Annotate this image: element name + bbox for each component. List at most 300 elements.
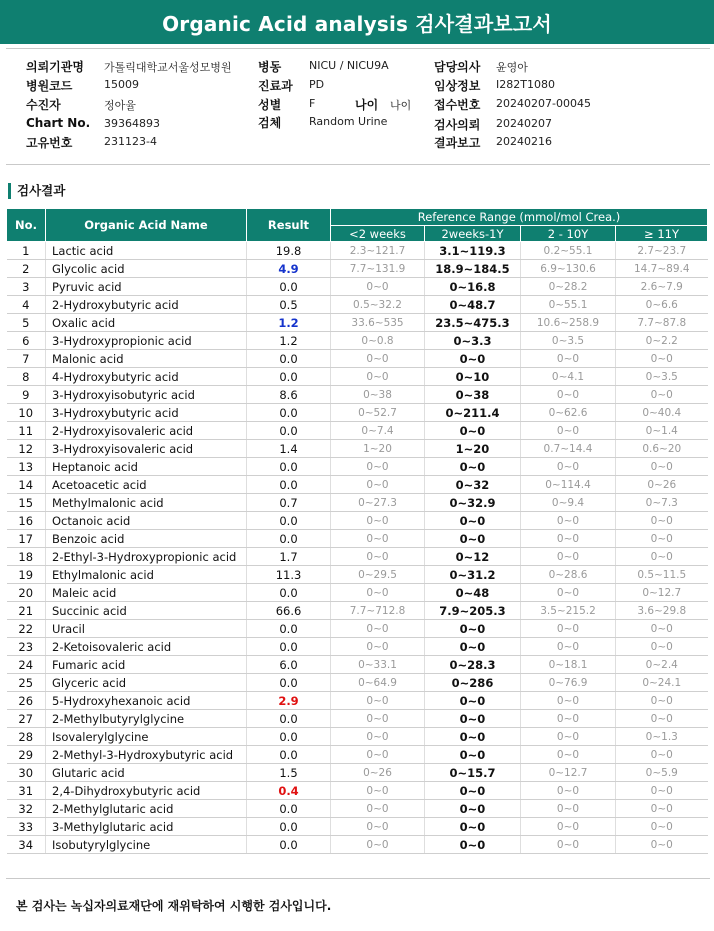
table-row xyxy=(7,746,708,764)
ref-2-10-years: 0~0 xyxy=(521,836,616,854)
table-row xyxy=(7,800,708,818)
result-value: 0.0 xyxy=(247,584,331,602)
table-row xyxy=(7,728,708,746)
receipt-label: 접수번호 xyxy=(434,98,481,112)
acid-name: 3-Hydroxypropionic acid xyxy=(46,332,247,350)
ref-2-10-years: 0.7~14.4 xyxy=(521,440,616,458)
ref-11-years-plus: 0~0 xyxy=(616,350,708,368)
result-value: 0.7 xyxy=(247,494,331,512)
ref-11-years-plus: 0~0 xyxy=(616,692,708,710)
ref-2-weeks-1-year: 0~0 xyxy=(425,458,521,476)
acid-name: Octanoic acid xyxy=(46,512,247,530)
table-row xyxy=(7,278,708,296)
ref-2-10-years: 3.5~215.2 xyxy=(521,602,616,620)
row-no: 13 xyxy=(7,458,46,476)
ward-label: 병동 xyxy=(258,60,282,74)
row-no: 10 xyxy=(7,404,46,422)
ref-2-weeks-1-year: 0~0 xyxy=(425,692,521,710)
results-table xyxy=(6,208,708,854)
row-no: 24 xyxy=(7,656,46,674)
table-row xyxy=(7,296,708,314)
ref-2-10-years: 0~28.2 xyxy=(521,278,616,296)
ref-under-2-weeks: 0~0 xyxy=(331,746,425,764)
table-row xyxy=(7,458,708,476)
ref-under-2-weeks: 0~0 xyxy=(331,728,425,746)
result-value: 0.4 xyxy=(247,782,331,800)
row-no: 16 xyxy=(7,512,46,530)
clinical-label: 임상정보 xyxy=(434,79,481,93)
table-row xyxy=(7,242,708,260)
ref-11-years-plus: 0~0 xyxy=(616,512,708,530)
ref-under-2-weeks: 7.7~712.8 xyxy=(331,602,425,620)
ref-under-2-weeks: 0~29.5 xyxy=(331,566,425,584)
row-no: 33 xyxy=(7,818,46,836)
ref-2-10-years: 0~0 xyxy=(521,512,616,530)
ref-2-10-years: 0~4.1 xyxy=(521,368,616,386)
table-row xyxy=(7,764,708,782)
acid-name: Isovalerylglycine xyxy=(46,728,247,746)
ref-2-weeks-1-year: 0~32 xyxy=(425,476,521,494)
table-row xyxy=(7,656,708,674)
result-value: 0.0 xyxy=(247,728,331,746)
ref-11-years-plus: 7.7~87.8 xyxy=(616,314,708,332)
ref-2-weeks-1-year: 0~0 xyxy=(425,728,521,746)
acid-name: Pyruvic acid xyxy=(46,278,247,296)
ref-11-years-plus: 0~0 xyxy=(616,800,708,818)
hospital-value: 가톨릭대학교서울성모병원 xyxy=(104,61,232,74)
footer-note: 본 검사는 녹십자의료재단에 재위탁하여 시행한 검사입니다. xyxy=(16,899,332,913)
ref-under-2-weeks: 0~0 xyxy=(331,800,425,818)
row-no: 7 xyxy=(7,350,46,368)
ref-2-10-years: 0~12.7 xyxy=(521,764,616,782)
row-no: 15 xyxy=(7,494,46,512)
ref-under-2-weeks: 0~0 xyxy=(331,476,425,494)
ref-11-years-plus: 0~0 xyxy=(616,458,708,476)
result-value: 0.0 xyxy=(247,422,331,440)
row-no: 8 xyxy=(7,368,46,386)
age-value: 나이 xyxy=(390,99,412,112)
ref-2-weeks-1-year: 0~38 xyxy=(425,386,521,404)
table-row xyxy=(7,548,708,566)
divider xyxy=(6,164,710,165)
result-value: 2.9 xyxy=(247,692,331,710)
result-value: 0.0 xyxy=(247,476,331,494)
row-no: 4 xyxy=(7,296,46,314)
acid-name: 2-Methyl-3-Hydroxybutyric acid xyxy=(46,746,247,764)
row-no: 11 xyxy=(7,422,46,440)
ref-2-weeks-1-year: 0~0 xyxy=(425,710,521,728)
ref-under-2-weeks: 0~38 xyxy=(331,386,425,404)
section-title: 검사결과 xyxy=(8,183,65,199)
ref-11-years-plus: 0~7.3 xyxy=(616,494,708,512)
doctor-label: 담당의사 xyxy=(434,60,481,74)
ref-2-10-years: 0~28.6 xyxy=(521,566,616,584)
table-row xyxy=(7,494,708,512)
ref-2-weeks-1-year: 0~48 xyxy=(425,584,521,602)
specimen-value: Random Urine xyxy=(309,115,388,128)
row-no: 18 xyxy=(7,548,46,566)
row-no: 5 xyxy=(7,314,46,332)
code-label: 병원코드 xyxy=(26,79,73,93)
ref-col-header: <2 weeks xyxy=(331,226,425,242)
acid-name: Uracil xyxy=(46,620,247,638)
ref-under-2-weeks: 0~33.1 xyxy=(331,656,425,674)
ref-2-10-years: 0~0 xyxy=(521,620,616,638)
ref-11-years-plus: 0~40.4 xyxy=(616,404,708,422)
result-value: 1.5 xyxy=(247,764,331,782)
row-no: 27 xyxy=(7,710,46,728)
result-value: 11.3 xyxy=(247,566,331,584)
ref-11-years-plus: 0.6~20 xyxy=(616,440,708,458)
ref-11-years-plus: 0~6.6 xyxy=(616,296,708,314)
ref-under-2-weeks: 0~7.4 xyxy=(331,422,425,440)
row-no: 19 xyxy=(7,566,46,584)
ref-under-2-weeks: 0~64.9 xyxy=(331,674,425,692)
patient-label: 수진자 xyxy=(26,98,61,112)
ref-2-10-years: 0~76.9 xyxy=(521,674,616,692)
result-value: 0.0 xyxy=(247,638,331,656)
ref-2-10-years: 0~0 xyxy=(521,692,616,710)
row-no: 26 xyxy=(7,692,46,710)
table-row xyxy=(7,836,708,854)
table-row xyxy=(7,692,708,710)
report-title: Organic Acid analysis 검사결과보고서 xyxy=(0,0,714,44)
ref-11-years-plus: 0~2.2 xyxy=(616,332,708,350)
result-value: 1.7 xyxy=(247,548,331,566)
ref-under-2-weeks: 0~0 xyxy=(331,818,425,836)
result-value: 0.0 xyxy=(247,674,331,692)
acid-name: Succinic acid xyxy=(46,602,247,620)
ref-11-years-plus: 0~0 xyxy=(616,836,708,854)
ref-col-header: 2 - 10Y xyxy=(521,226,616,242)
row-no: 31 xyxy=(7,782,46,800)
table-row xyxy=(7,530,708,548)
ref-11-years-plus: 0~1.3 xyxy=(616,728,708,746)
col-no-header: No. xyxy=(7,209,46,242)
ref-11-years-plus: 0~0 xyxy=(616,530,708,548)
row-no: 28 xyxy=(7,728,46,746)
table-row xyxy=(7,512,708,530)
table-row xyxy=(7,332,708,350)
ref-11-years-plus: 0~0 xyxy=(616,782,708,800)
result-value: 4.9 xyxy=(247,260,331,278)
patient-info xyxy=(0,54,714,154)
acid-name: 3-Hydroxyisovaleric acid xyxy=(46,440,247,458)
ref-2-10-years: 0~62.6 xyxy=(521,404,616,422)
ref-2-10-years: 0~0 xyxy=(521,458,616,476)
ref-2-weeks-1-year: 0~0 xyxy=(425,818,521,836)
acid-name: 2-Hydroxybutyric acid xyxy=(46,296,247,314)
ref-2-10-years: 0~0 xyxy=(521,818,616,836)
result-value: 0.0 xyxy=(247,512,331,530)
chart-label: Chart No. xyxy=(26,116,91,130)
acid-name: 2-Hydroxyisovaleric acid xyxy=(46,422,247,440)
ref-under-2-weeks: 0~0 xyxy=(331,692,425,710)
ref-2-10-years: 0~9.4 xyxy=(521,494,616,512)
result-value: 0.0 xyxy=(247,800,331,818)
result-value: 0.0 xyxy=(247,350,331,368)
ref-11-years-plus: 0~0 xyxy=(616,638,708,656)
row-no: 25 xyxy=(7,674,46,692)
row-no: 32 xyxy=(7,800,46,818)
ref-2-weeks-1-year: 0~32.9 xyxy=(425,494,521,512)
result-value: 0.0 xyxy=(247,278,331,296)
ref-2-weeks-1-year: 0~15.7 xyxy=(425,764,521,782)
report-date-value: 20240216 xyxy=(496,135,552,148)
ref-under-2-weeks: 33.6~535 xyxy=(331,314,425,332)
ref-under-2-weeks: 0~0 xyxy=(331,620,425,638)
table-row xyxy=(7,584,708,602)
ref-under-2-weeks: 0~52.7 xyxy=(331,404,425,422)
acid-name: Ethylmalonic acid xyxy=(46,566,247,584)
ref-2-10-years: 10.6~258.9 xyxy=(521,314,616,332)
ref-11-years-plus: 3.6~29.8 xyxy=(616,602,708,620)
table-row xyxy=(7,674,708,692)
table-row xyxy=(7,350,708,368)
ref-11-years-plus: 0~26 xyxy=(616,476,708,494)
ref-2-weeks-1-year: 0~0 xyxy=(425,512,521,530)
acid-name: 2-Methylbutyrylglycine xyxy=(46,710,247,728)
ref-2-weeks-1-year: 0~16.8 xyxy=(425,278,521,296)
table-row xyxy=(7,368,708,386)
ref-under-2-weeks: 0~0 xyxy=(331,638,425,656)
acid-name: Glutaric acid xyxy=(46,764,247,782)
acid-name: 3-Hydroxyisobutyric acid xyxy=(46,386,247,404)
ref-11-years-plus: 0~12.7 xyxy=(616,584,708,602)
ref-2-10-years: 0~0 xyxy=(521,728,616,746)
ref-under-2-weeks: 0~0 xyxy=(331,836,425,854)
ref-11-years-plus: 0~24.1 xyxy=(616,674,708,692)
ref-2-weeks-1-year: 0~3.3 xyxy=(425,332,521,350)
ref-2-weeks-1-year: 0~31.2 xyxy=(425,566,521,584)
ref-11-years-plus: 0~3.5 xyxy=(616,368,708,386)
ref-11-years-plus: 0~0 xyxy=(616,710,708,728)
ref-2-weeks-1-year: 0~0 xyxy=(425,638,521,656)
ref-2-10-years: 0~0 xyxy=(521,584,616,602)
ref-2-10-years: 0~0 xyxy=(521,800,616,818)
ref-2-weeks-1-year: 3.1~119.3 xyxy=(425,242,521,260)
ref-11-years-plus: 2.7~23.7 xyxy=(616,242,708,260)
ref-11-years-plus: 14.7~89.4 xyxy=(616,260,708,278)
acid-name: 2,4-Dihydroxybutyric acid xyxy=(46,782,247,800)
result-value: 0.0 xyxy=(247,620,331,638)
acid-name: 2-Ketoisovaleric acid xyxy=(46,638,247,656)
ref-2-10-years: 6.9~130.6 xyxy=(521,260,616,278)
row-no: 3 xyxy=(7,278,46,296)
chart-value: 39364893 xyxy=(104,117,160,130)
acid-name: Acetoacetic acid xyxy=(46,476,247,494)
table-row xyxy=(7,404,708,422)
acid-name: 2-Ethyl-3-Hydroxypropionic acid xyxy=(46,548,247,566)
row-no: 9 xyxy=(7,386,46,404)
ref-under-2-weeks: 0~0 xyxy=(331,710,425,728)
ref-11-years-plus: 0~0 xyxy=(616,746,708,764)
ref-2-10-years: 0~18.1 xyxy=(521,656,616,674)
ref-2-weeks-1-year: 0~0 xyxy=(425,836,521,854)
acid-name: Lactic acid xyxy=(46,242,247,260)
ref-2-10-years: 0~0 xyxy=(521,746,616,764)
result-value: 0.0 xyxy=(247,458,331,476)
dept-label: 진료과 xyxy=(258,79,293,93)
ref-2-10-years: 0~114.4 xyxy=(521,476,616,494)
acid-name: Heptanoic acid xyxy=(46,458,247,476)
ref-under-2-weeks: 0~0.8 xyxy=(331,332,425,350)
ref-11-years-plus: 0~0 xyxy=(616,620,708,638)
sex-value: F xyxy=(309,97,316,110)
ward-value: NICU / NICU9A xyxy=(309,59,389,72)
divider xyxy=(6,878,710,879)
result-value: 0.0 xyxy=(247,836,331,854)
ref-2-weeks-1-year: 0~0 xyxy=(425,350,521,368)
acid-name: Oxalic acid xyxy=(46,314,247,332)
request-label: 검사의뢰 xyxy=(434,118,481,132)
result-value: 1.2 xyxy=(247,332,331,350)
acid-name: Malonic acid xyxy=(46,350,247,368)
ref-2-weeks-1-year: 0~0 xyxy=(425,800,521,818)
request-value: 20240207 xyxy=(496,117,552,130)
ref-11-years-plus: 0~0 xyxy=(616,548,708,566)
receipt-value: 20240207-00045 xyxy=(496,97,591,110)
ref-under-2-weeks: 0~0 xyxy=(331,278,425,296)
acid-name: Fumaric acid xyxy=(46,656,247,674)
ref-11-years-plus: 0~1.4 xyxy=(616,422,708,440)
table-row xyxy=(7,440,708,458)
code-value: 15009 xyxy=(104,78,139,91)
row-no: 29 xyxy=(7,746,46,764)
ref-under-2-weeks: 0~0 xyxy=(331,350,425,368)
table-row xyxy=(7,386,708,404)
ref-2-weeks-1-year: 0~12 xyxy=(425,548,521,566)
row-no: 22 xyxy=(7,620,46,638)
ref-under-2-weeks: 0.5~32.2 xyxy=(331,296,425,314)
table-row xyxy=(7,620,708,638)
row-no: 34 xyxy=(7,836,46,854)
result-value: 0.0 xyxy=(247,368,331,386)
ref-2-weeks-1-year: 1~20 xyxy=(425,440,521,458)
ref-under-2-weeks: 0~0 xyxy=(331,548,425,566)
ref-under-2-weeks: 0~0 xyxy=(331,512,425,530)
ref-2-10-years: 0~0 xyxy=(521,422,616,440)
ref-2-weeks-1-year: 0~0 xyxy=(425,530,521,548)
ref-2-weeks-1-year: 0~0 xyxy=(425,746,521,764)
acid-name: Isobutyrylglycine xyxy=(46,836,247,854)
divider xyxy=(6,48,710,49)
ref-under-2-weeks: 0~0 xyxy=(331,368,425,386)
ref-2-weeks-1-year: 0~0 xyxy=(425,782,521,800)
ref-under-2-weeks: 0~0 xyxy=(331,530,425,548)
ref-2-weeks-1-year: 7.9~205.3 xyxy=(425,602,521,620)
table-row xyxy=(7,260,708,278)
acid-name: Benzoic acid xyxy=(46,530,247,548)
table-row xyxy=(7,476,708,494)
row-no: 21 xyxy=(7,602,46,620)
ref-2-weeks-1-year: 0~0 xyxy=(425,620,521,638)
ref-under-2-weeks: 2.3~121.7 xyxy=(331,242,425,260)
ref-2-weeks-1-year: 0~211.4 xyxy=(425,404,521,422)
ref-2-10-years: 0~0 xyxy=(521,386,616,404)
acid-name: 3-Hydroxybutyric acid xyxy=(46,404,247,422)
result-value: 0.5 xyxy=(247,296,331,314)
ref-2-10-years: 0~0 xyxy=(521,638,616,656)
ref-under-2-weeks: 0~0 xyxy=(331,584,425,602)
row-no: 17 xyxy=(7,530,46,548)
table-row xyxy=(7,566,708,584)
ref-2-weeks-1-year: 0~28.3 xyxy=(425,656,521,674)
ref-2-10-years: 0~0 xyxy=(521,548,616,566)
row-no: 12 xyxy=(7,440,46,458)
reference-range-header: Reference Range (mmol/mol Crea.) xyxy=(331,209,708,226)
ref-under-2-weeks: 1~20 xyxy=(331,440,425,458)
specimen-label: 검체 xyxy=(258,116,282,130)
ref-2-weeks-1-year: 0~10 xyxy=(425,368,521,386)
col-result-header: Result xyxy=(247,209,331,242)
ref-11-years-plus: 0~2.4 xyxy=(616,656,708,674)
table-row xyxy=(7,602,708,620)
result-value: 0.0 xyxy=(247,818,331,836)
row-no: 1 xyxy=(7,242,46,260)
ref-2-10-years: 0~0 xyxy=(521,710,616,728)
ref-col-header: ≥ 11Y xyxy=(616,226,708,242)
result-value: 0.0 xyxy=(247,530,331,548)
row-no: 14 xyxy=(7,476,46,494)
row-no: 20 xyxy=(7,584,46,602)
result-value: 0.0 xyxy=(247,746,331,764)
doctor-value: 윤영아 xyxy=(496,61,528,74)
clinical-value: I282T1080 xyxy=(496,78,555,91)
ref-11-years-plus: 0~0 xyxy=(616,386,708,404)
acid-name: Glyceric acid xyxy=(46,674,247,692)
ref-11-years-plus: 2.6~7.9 xyxy=(616,278,708,296)
row-no: 2 xyxy=(7,260,46,278)
result-value: 19.8 xyxy=(247,242,331,260)
result-value: 6.0 xyxy=(247,656,331,674)
row-no: 30 xyxy=(7,764,46,782)
ref-2-weeks-1-year: 0~48.7 xyxy=(425,296,521,314)
acid-name: Maleic acid xyxy=(46,584,247,602)
ref-2-10-years: 0~0 xyxy=(521,530,616,548)
result-value: 66.6 xyxy=(247,602,331,620)
ref-11-years-plus: 0.5~11.5 xyxy=(616,566,708,584)
ref-11-years-plus: 0~0 xyxy=(616,818,708,836)
table-row xyxy=(7,710,708,728)
ref-under-2-weeks: 0~0 xyxy=(331,458,425,476)
table-row xyxy=(7,782,708,800)
report-date-label: 결과보고 xyxy=(434,136,481,150)
ref-2-10-years: 0.2~55.1 xyxy=(521,242,616,260)
result-value: 1.2 xyxy=(247,314,331,332)
ref-2-weeks-1-year: 18.9~184.5 xyxy=(425,260,521,278)
ref-col-header: 2weeks-1Y xyxy=(425,226,521,242)
table-row xyxy=(7,818,708,836)
col-name-header: Organic Acid Name xyxy=(46,209,247,242)
age-label: 나이 xyxy=(355,98,379,112)
acid-name: Methylmalonic acid xyxy=(46,494,247,512)
uid-label: 고유번호 xyxy=(26,136,73,150)
result-value: 0.0 xyxy=(247,710,331,728)
result-value: 0.0 xyxy=(247,404,331,422)
ref-2-weeks-1-year: 0~0 xyxy=(425,422,521,440)
row-no: 6 xyxy=(7,332,46,350)
acid-name: Glycolic acid xyxy=(46,260,247,278)
ref-11-years-plus: 0~5.9 xyxy=(616,764,708,782)
table-row xyxy=(7,638,708,656)
table-row xyxy=(7,422,708,440)
ref-2-10-years: 0~0 xyxy=(521,782,616,800)
patient-value: 정아율 xyxy=(104,99,136,112)
acid-name: 2-Methylglutaric acid xyxy=(46,800,247,818)
ref-2-weeks-1-year: 23.5~475.3 xyxy=(425,314,521,332)
row-no: 23 xyxy=(7,638,46,656)
